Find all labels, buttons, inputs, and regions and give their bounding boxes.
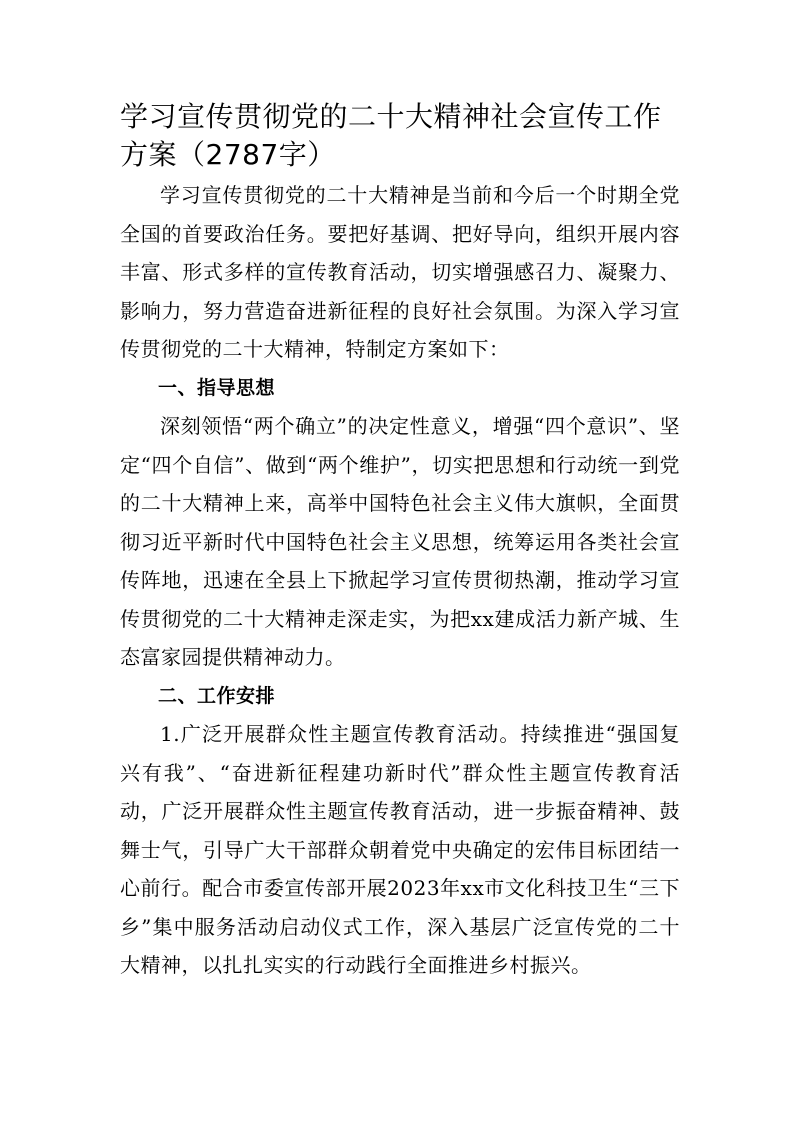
work-arrangement-item-1: 1.广泛开展群众性主题宣传教育活动。持续推进“强国复兴有我”、“奋进新征程建功新时代”群众性主题宣传教育活动，广泛开展群众性主题宣传教育活动，进一步振奋精神、鼓舞士气，引导广大干部群众朝着党中央确定的宏伟目标团结一心前行。配合市委宣传部开展2023年xx市文化科技卫生“三下乡”集中服务活动启动仪式工作，深入基层广泛宣传党的二十大精神，以扎扎实实的行动践行全面推进乡村振兴。: [120, 722, 680, 977]
intro-paragraph: 学习宣传贯彻党的二十大精神是当前和今后一个时期全党全国的首要政治任务。要把好基调、把好导向，组织开展内容丰富、形式多样的宣传教育活动，切实增强感召力、凝聚力、影响力，努力营造奋进新征程的良好社会氛围。为深入学习宣传贯彻党的二十大精神，特制定方案如下：: [120, 183, 680, 361]
document-body: [120, 176, 680, 985]
section-heading-work-arrangement: 二、工作安排: [158, 684, 276, 707]
section-heading-guiding-ideology: 一、指导思想: [158, 376, 276, 399]
guiding-ideology-paragraph: 深刻领悟“两个确立”的决定性意义，增强“四个意识”、坚定“四个自信”、做到“两个维护”，切实把思想和行动统一到党的二十大精神上来，高举中国特色社会主义伟大旗帜，全面贯彻习近平新时代中国特色社会主义思想，统筹运用各类社会宣传阵地，迅速在全县上下掀起学习宣传贯彻热潮，推动学习宣传贯彻党的二十大精神走深走实，为把xx建成活力新产城、生态富家园提供精神动力。: [120, 414, 680, 669]
document-title: 学习宣传贯彻党的二十大精神社会宣传工作方案（2787字）: [120, 100, 662, 171]
